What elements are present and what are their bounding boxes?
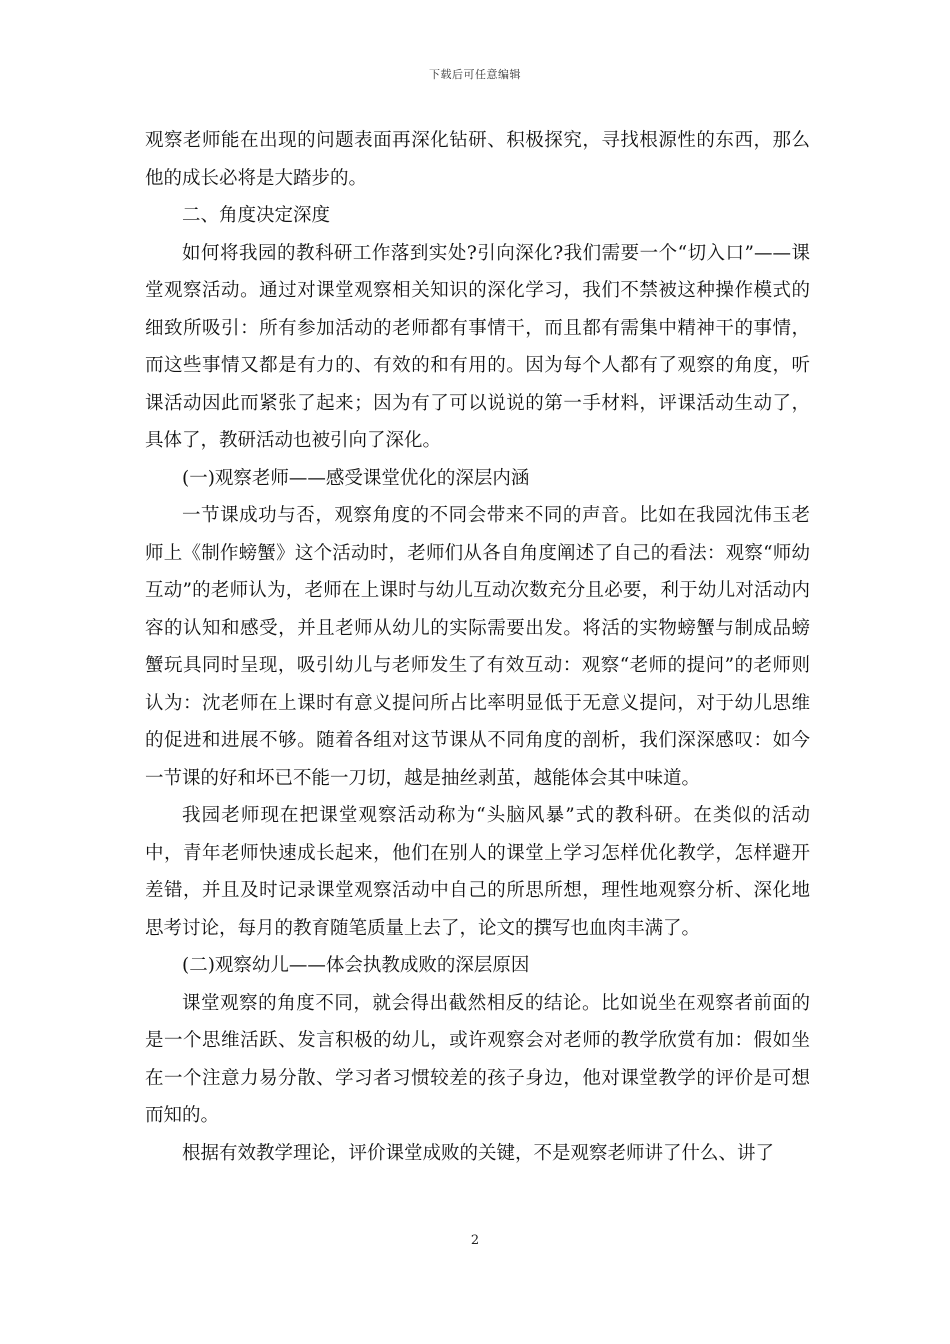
- page-header: 下载后可任意编辑: [429, 68, 521, 81]
- paragraph: 我园老师现在把课堂观察活动称为“头脑风暴”式的教科研。在类似的活动中，青年老师快速成长起来，他们在别人的课堂上学习怎样优化教学，怎样避开差错，并且及时记录课堂观察活动中自己的所思所想，理性地观察分析、深化地思考讨论，每月的教育随笔质量上去了，论文的撰写也血肉丰满了。: [145, 805, 810, 939]
- page-number: 2: [470, 1233, 480, 1248]
- subsection-heading: (一)观察老师——感受课堂优化的深层内涵: [182, 467, 530, 489]
- document-body: [145, 122, 810, 1172]
- section-heading: 二、角度决定深度: [182, 205, 331, 226]
- paragraph: 课堂观察的角度不同，就会得出截然相反的结论。比如说坐在观察者前面的是一个思维活跃、发言积极的幼儿，或许观察会对老师的教学欣赏有加：假如坐在一个注意力易分散、学习者习惯较差的孩子身边，他对课堂教学的评价是可想而知的。: [145, 992, 810, 1126]
- paragraph: 根据有效教学理论，评价课堂成败的关键，不是观察老师讲了什么、讲了: [182, 1142, 775, 1164]
- paragraph-continuation: 观察老师能在出现的问题表面再深化钻研、积极探究，寻找根源性的东西，那么他的成长必将是大踏步的。: [145, 130, 810, 189]
- paragraph: 一节课成功与否，观察角度的不同会带来不同的声音。比如在我园沈伟玉老师上《制作螃蟹》这个活动时，老师们从各自角度阐述了自己的看法：观察“师幼互动”的老师认为，老师在上课时与幼儿互动次数充分且必要，利于幼儿对活动内容的认知和感受，并且老师从幼儿的实际需要出发。将活的实物螃蟹与制成品螃蟹玩具同时呈现，吸引幼儿与老师发生了有效互动：观察“老师的提问”的老师则认为：沈老师在上课时有意义提问所占比率明显低于无意义提问，对于幼儿思维的促进和进展不够。随着各组对这节课从不同角度的剖析，我们深深感叹：如今一节课的好和坏已不能一刀切，越是抽丝剥茧，越能体会其中味道。: [145, 505, 810, 789]
- paragraph: 如何将我园的教科研工作落到实处?引向深化?我们需要一个“切入口”——课堂观察活动。通过对课堂观察相关知识的深化学习，我们不禁被这种操作模式的细致所吸引：所有参加活动的老师都有事情干，而且都有需集中精神干的事情，而这些事情又都是有力的、有效的和有用的。因为每个人都有了观察的角度，听课活动因此而紧张了起来；因为有了可以说说的第一手材料，评课活动生动了，具体了，教研活动也被引向了深化。: [145, 242, 810, 451]
- subsection-heading: (二)观察幼儿——体会执教成败的深层原因: [182, 955, 530, 976]
